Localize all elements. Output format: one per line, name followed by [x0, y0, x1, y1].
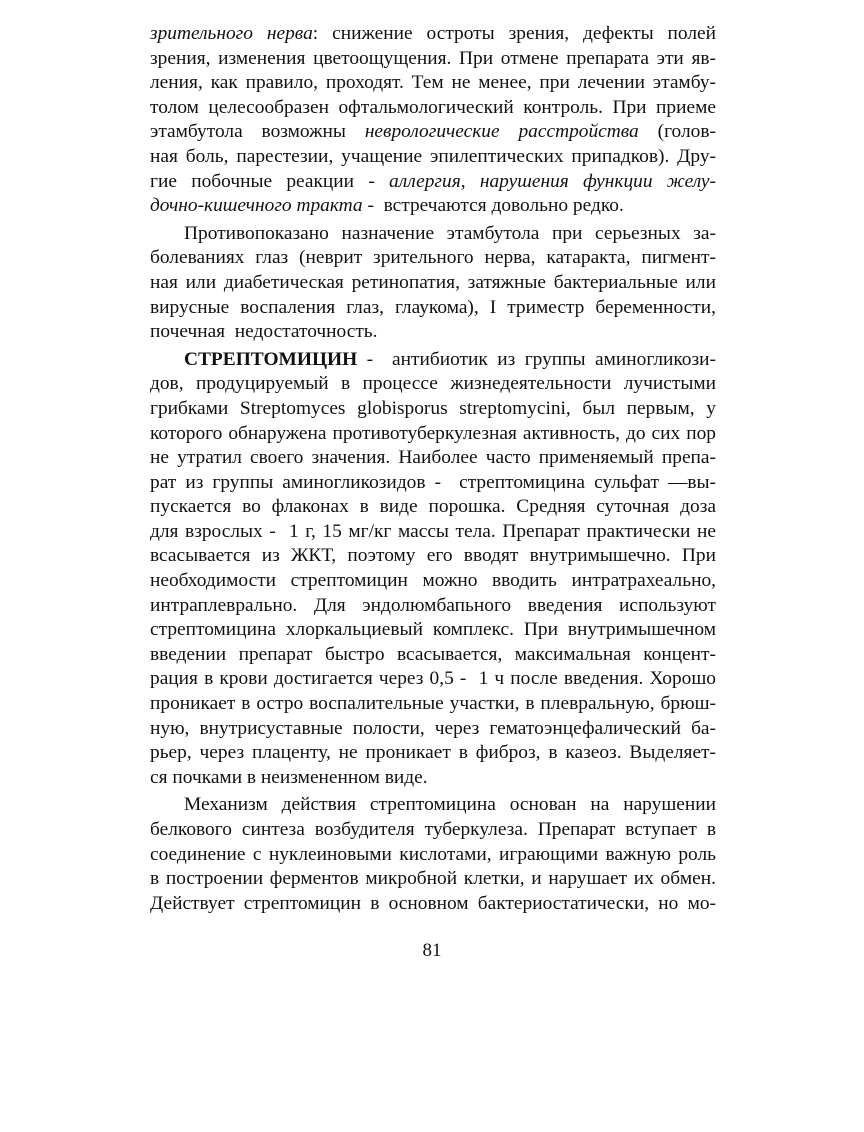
text-line — [150, 818, 716, 843]
text-run: стрептомицина хлоркальциевый комплекс. При внутримышечном — [150, 619, 716, 641]
text-run: введении препарат быстро всасывается, максимальная концент- — [150, 643, 716, 665]
text-line — [150, 471, 716, 496]
text-line — [150, 222, 716, 247]
text-line — [150, 867, 716, 892]
text-line — [150, 741, 716, 766]
text-line — [150, 348, 716, 373]
text-line — [150, 47, 716, 72]
text-line — [150, 643, 716, 668]
text-line — [150, 271, 716, 296]
text-line — [150, 422, 716, 447]
text-run: вирусные воспаления глаз, глаукома), I триместр беременности, — [150, 296, 716, 318]
text-run: болеваниях глаз (неврит зрительного нерва, катаракта, пигмент- — [150, 247, 716, 269]
text-line — [150, 194, 716, 219]
text-run: которого обнаружена противотуберкулезная активность, до сих пор — [150, 422, 716, 444]
text-run: рат из группы аминогликозидов - стрептомицина сульфат —вы- — [150, 471, 716, 493]
text-run: проникает в остро воспалительные участки, в плевральную, брюш- — [150, 693, 716, 715]
text-line — [150, 667, 716, 692]
text-run: (голов- — [638, 121, 716, 143]
text-line — [150, 320, 716, 345]
text-run: почечная недостаточность. — [150, 321, 378, 343]
text-run: Противопоказано назначение этамбутола при серьезных за- — [184, 222, 716, 244]
text-line — [150, 892, 716, 917]
text-run: Действует стрептомицин в основном бактериостатически, но мо- — [150, 892, 716, 914]
text-line — [150, 495, 716, 520]
text-run: ную, внутрисуставные полости, через гематоэнцефалический ба- — [150, 717, 716, 739]
text-run: пускается во флаконах в виде порошка. Средняя суточная доза — [150, 496, 716, 518]
text-run: для взрослых - 1 г, 15 мг/кг массы тела. Препарат практически не — [150, 520, 716, 542]
text-run: интраплеврально. Для эндолюмбапьного введения используют — [150, 594, 716, 616]
text-line — [150, 843, 716, 868]
paragraph-p1 — [150, 22, 716, 219]
text-line — [150, 22, 716, 47]
text-run: - встречаются довольно редко. — [362, 195, 624, 217]
text-line — [150, 717, 716, 742]
text-run: гие побочные реакции - — [150, 170, 390, 192]
text-run: ная боль, парестезии, учащение эпилептических припадков). Дру- — [150, 145, 716, 167]
text-line — [150, 446, 716, 471]
italic-term: зрительного нерва — [150, 23, 313, 44]
text-line — [150, 618, 716, 643]
italic-term: неврологические расстройства — [364, 121, 639, 143]
text-line — [150, 145, 716, 170]
text-run: толом целесообразен офтальмологический контроль. При приеме — [150, 96, 716, 118]
page-number: 81 — [422, 940, 442, 961]
text-line — [150, 296, 716, 321]
text-run: Механизм действия стрептомицина основан на нарушении — [184, 794, 716, 816]
text-run: зрения, изменения цветоощущения. При отмене препарата эти яв- — [150, 47, 716, 69]
text-line — [150, 766, 716, 791]
text-run: - антибиотик из группы аминогликози- — [357, 348, 716, 370]
text-line — [150, 544, 716, 569]
text-run: ления, как правило, проходят. Тем не менее, при лечении этамбу- — [150, 72, 716, 94]
paragraph-p2 — [150, 222, 716, 345]
text-run: белкового синтеза возбудителя туберкулеза. Препарат вступает в — [150, 819, 716, 840]
text-run: рация в крови достигается через 0,5 - 1 ч после введения. Хорошо — [150, 668, 716, 690]
text-line — [150, 246, 716, 271]
paragraph-p4 — [150, 793, 716, 916]
text-line — [150, 594, 716, 619]
text-run: не утратил своего значения. Наиболее часто применяемый препа- — [150, 447, 716, 469]
text-run: в построении ферментов микробной клетки, и нарушает их обмен. — [150, 868, 716, 890]
bold-term: СТРЕПТОМИЦИН — [184, 348, 358, 370]
text-run: грибками Streptomyces globisporus streptomycini, был первым, у — [150, 397, 716, 419]
italic-term: аллергия — [389, 170, 461, 192]
text-run: необходимости стрептомицин можно вводить интратрахеально, — [150, 570, 716, 592]
text-line — [150, 170, 716, 195]
text-run: , — [460, 170, 480, 192]
italic-term: дочно-кишечного тракта — [150, 195, 363, 217]
italic-term: нарушения функции желу- — [479, 170, 716, 192]
text-line — [150, 71, 716, 96]
text-run: ная или диабетическая ретинопатия, затяжные бактериальные или — [150, 271, 716, 293]
text-run: : снижение остроты зрения, дефекты полей — [312, 23, 717, 44]
text-run: дов, продуцируемый в процессе жизнедеятельности лучистыми — [150, 373, 716, 395]
text-line — [150, 96, 716, 121]
paragraph-p3 — [150, 348, 716, 791]
text-line — [150, 372, 716, 397]
text-run: ся почками в неизмененном виде. — [150, 766, 428, 788]
page-body — [150, 22, 716, 916]
text-line — [150, 569, 716, 594]
text-run: рьер, через плаценту, не проникает в фиброз, в казеоз. Выделяет- — [150, 742, 716, 764]
text-line — [150, 120, 716, 145]
text-run: соединение с нуклеиновыми кислотами, играющими важную роль — [150, 843, 716, 865]
text-line — [150, 520, 716, 545]
text-run: этамбутола возможны — [150, 121, 365, 143]
text-line — [150, 397, 716, 422]
text-run: всасывается из ЖКТ, поэтому его вводят внутримышечно. При — [150, 545, 716, 567]
text-line — [150, 692, 716, 717]
text-line — [150, 793, 716, 818]
